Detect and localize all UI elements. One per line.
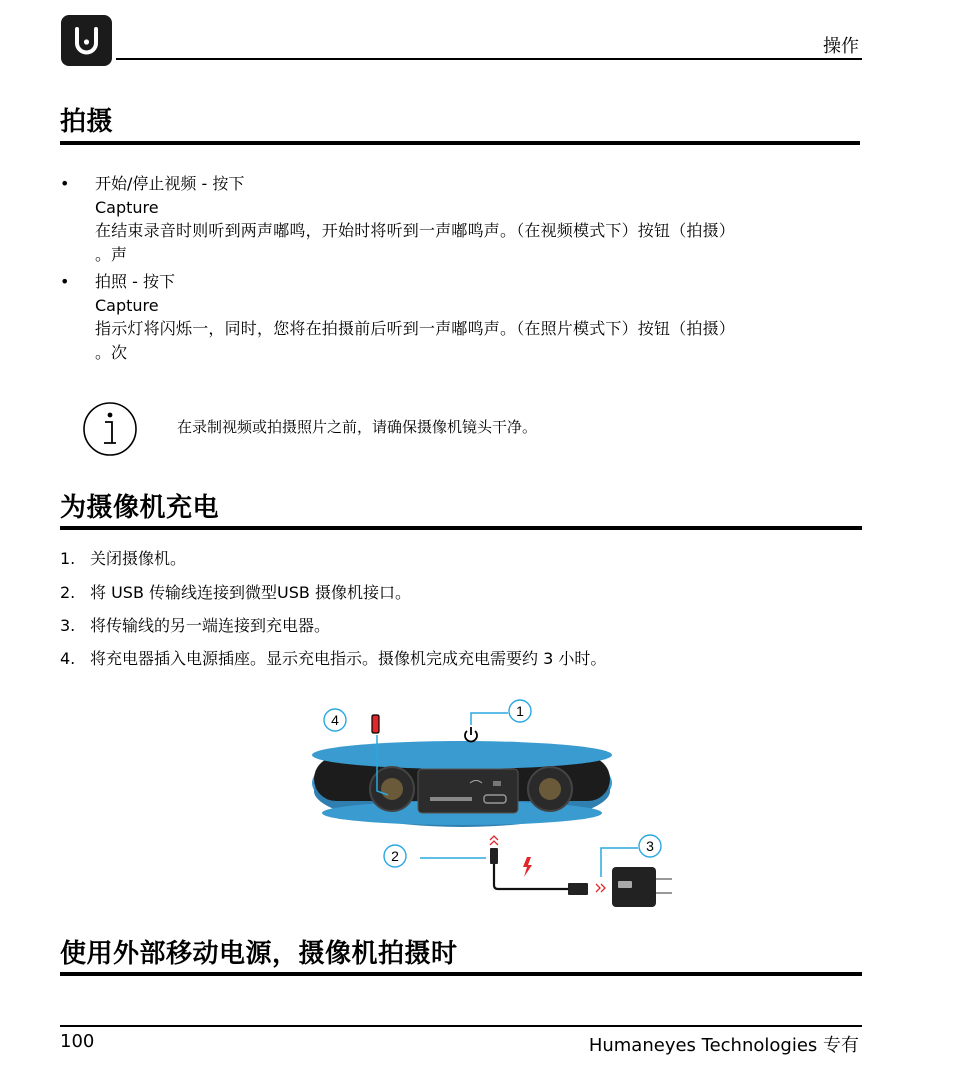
section-title-charge: 为摄像机充电 <box>60 493 220 523</box>
step-4-text: 将充电器插入电源插座。显示充电指示。摄像机完成充电需要约 3 小时。 <box>90 649 607 668</box>
capture-item-1-desc-cont: 。声 <box>95 245 128 264</box>
wall-charger-illustration <box>612 867 672 907</box>
charge-indicator-icon <box>372 715 379 733</box>
footer-company: Humaneyes Technologies 专有 <box>588 1035 859 1056</box>
section-title-capture: 拍摄 <box>60 107 114 137</box>
info-note: 在录制视频或拍摄照片之前，请确保摄像机镜头干净。 <box>177 418 538 436</box>
step-1-number: 1. <box>60 549 76 568</box>
camera-illustration <box>312 741 612 827</box>
section-rule-capture <box>60 141 860 145</box>
insert-arrows-icon <box>490 836 498 845</box>
step-3-number: 3. <box>60 616 76 635</box>
charging-bolt-icon <box>523 857 532 877</box>
step-2-number: 2. <box>60 583 76 602</box>
info-icon <box>81 400 139 458</box>
section-title-external-power: 使用外部移动电源，摄像机拍摄时 <box>60 939 458 969</box>
callout-2-label: 2 <box>391 848 399 864</box>
capture-item-2-button: Capture <box>95 296 159 315</box>
usb-a-plug <box>568 883 588 895</box>
step-4-number: 4. <box>60 649 76 668</box>
micro-usb-plug <box>490 848 498 864</box>
callout-3-label: 3 <box>646 838 654 854</box>
header-rule <box>116 58 862 60</box>
page-number: 100 <box>60 1031 95 1052</box>
section-rule-external-power <box>60 972 862 976</box>
capture-item-1-desc: 在结束录音时则听到两声嘟鸣，开始时将听到一声嘟鸣声。（在视频模式下）按钮（拍摄） <box>95 221 736 240</box>
callout-4-label: 4 <box>331 712 339 728</box>
logo-glyph-icon <box>61 15 112 66</box>
capture-item-2-title: 拍照 - 按下 <box>95 272 175 291</box>
bullet-1: • <box>60 174 70 193</box>
step-1-text: 关闭摄像机。 <box>90 549 187 568</box>
bullet-2: • <box>60 272 70 291</box>
usb-cable <box>494 864 568 889</box>
footer-rule <box>60 1025 862 1027</box>
step-3-text: 将传输线的另一端连接到充电器。 <box>90 616 331 635</box>
brand-logo <box>61 15 112 66</box>
capture-item-2-desc: 指示灯将闪烁一，同时，您将在拍摄前后听到一声嘟鸣声。（在照片模式下）按钮（拍摄） <box>95 319 736 338</box>
capture-item-1-title: 开始/停止视频 - 按下 <box>95 174 245 193</box>
callout-1-label: 1 <box>516 703 524 719</box>
section-rule-charge <box>60 526 862 530</box>
charging-diagram <box>300 695 690 915</box>
connect-arrows-icon <box>596 884 605 892</box>
capture-item-1-button: Capture <box>95 198 159 217</box>
step-2-text: 将 USB 传输线连接到微型USB 摄像机接口。 <box>90 583 411 602</box>
capture-item-2-desc-cont: 。次 <box>95 343 128 362</box>
power-icon <box>465 727 477 741</box>
header-section-label: 操作 <box>823 36 859 57</box>
